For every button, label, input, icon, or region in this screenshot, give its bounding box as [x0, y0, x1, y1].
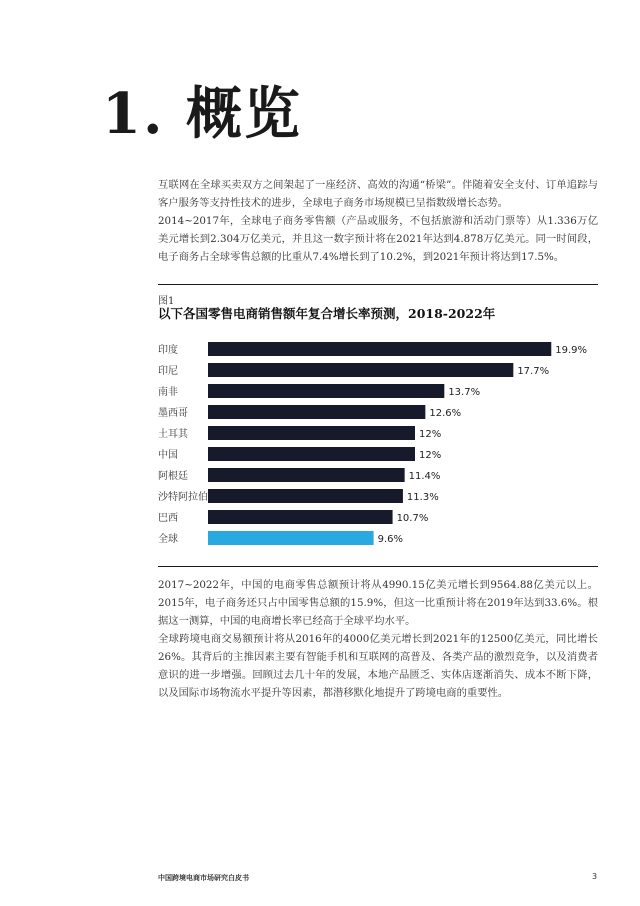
value-label: 19.9% — [555, 345, 588, 356]
china-ecommerce-paragraph: 2017~2022年，中国的电商零售总额预计将从4990.15亿美元增长到9564.88亿美元以上。2015年，电子商务还只占中国零售总额的15.9%，但这一比重预计将在2019年达到33.6%。根据这一测算，中国的电商增长率已经高于全球平均水平。 — [158, 579, 598, 627]
category-label: 全球 — [158, 534, 178, 545]
category-label: 南非 — [158, 387, 178, 398]
value-label: 12% — [419, 429, 442, 440]
bar — [208, 342, 551, 356]
category-label: 巴西 — [158, 513, 178, 524]
bar — [208, 405, 425, 419]
category-label: 印度 — [158, 345, 178, 356]
bar — [208, 531, 374, 545]
value-label: 12.6% — [429, 408, 462, 419]
bar — [208, 510, 393, 524]
category-label: 中国 — [158, 450, 178, 461]
value-label: 11.4% — [408, 471, 441, 482]
figure-label: 图1 — [158, 296, 175, 307]
global-ecommerce-paragraph: 2014~2017年，全球电子商务零售额（产品或服务，不包括旅游和活动门票等）从1.336万亿美元增长到2.304万亿美元，并且这一数字预计将在2021年达到4.878万亿美元。同一时间段，电子商务占全球零售总额的比重从7.4%增长到了10.2%，到2021年预计将达到17.5%。 — [158, 215, 598, 263]
value-label: 9.6% — [377, 534, 404, 545]
category-label: 墨西哥 — [158, 408, 188, 419]
category-label: 土耳其 — [158, 429, 188, 440]
value-label: 12% — [419, 450, 442, 461]
bar — [208, 426, 415, 440]
page-number: 3 — [592, 872, 598, 881]
cross-border-paragraph: 全球跨境电商交易额预计将从2016年的4000亿美元增长到2021年的12500亿美元，同比增长26%。其背后的主推因素主要有智能手机和互联网的高普及、各类产品的激烈竞争，以及消费者意识的进一步增强。回顾过去几十年的发展，本地产品匮乏、实体店逐渐消失、成本不断下降，以及国际市场物流水平提升等因素，都潜移默化地提升了跨境电商的重要性。 — [158, 633, 598, 699]
value-label: 17.7% — [517, 366, 550, 377]
bar — [208, 363, 513, 377]
figure-title: 以下各国零售电商销售额年复合增长率预测，2018-2022年 — [158, 306, 496, 321]
value-label: 10.7% — [396, 513, 429, 524]
page-title: 1. 概览 — [102, 81, 302, 147]
bar — [208, 447, 415, 461]
figure-top-rule — [158, 284, 598, 285]
category-label: 沙特阿拉伯 — [158, 492, 208, 503]
bar — [208, 468, 405, 482]
category-label: 印尼 — [158, 366, 178, 377]
value-label: 13.7% — [448, 387, 481, 398]
footer-document-title: 中国跨境电商市场研究白皮书 — [158, 873, 249, 882]
category-label: 阿根廷 — [158, 471, 188, 482]
figure-bottom-rule — [158, 566, 598, 567]
cagr-bar-chart — [150, 332, 600, 550]
intro-paragraph: 互联网在全球买卖双方之间架起了一座经济、高效的沟通“桥梁”。伴随着安全支付、订单追踪与客户服务等支持性技术的进步，全球电子商务市场规模已呈指数级增长态势。 — [158, 179, 598, 209]
bar — [208, 384, 444, 398]
value-label: 11.3% — [406, 492, 439, 503]
bar — [208, 489, 403, 503]
